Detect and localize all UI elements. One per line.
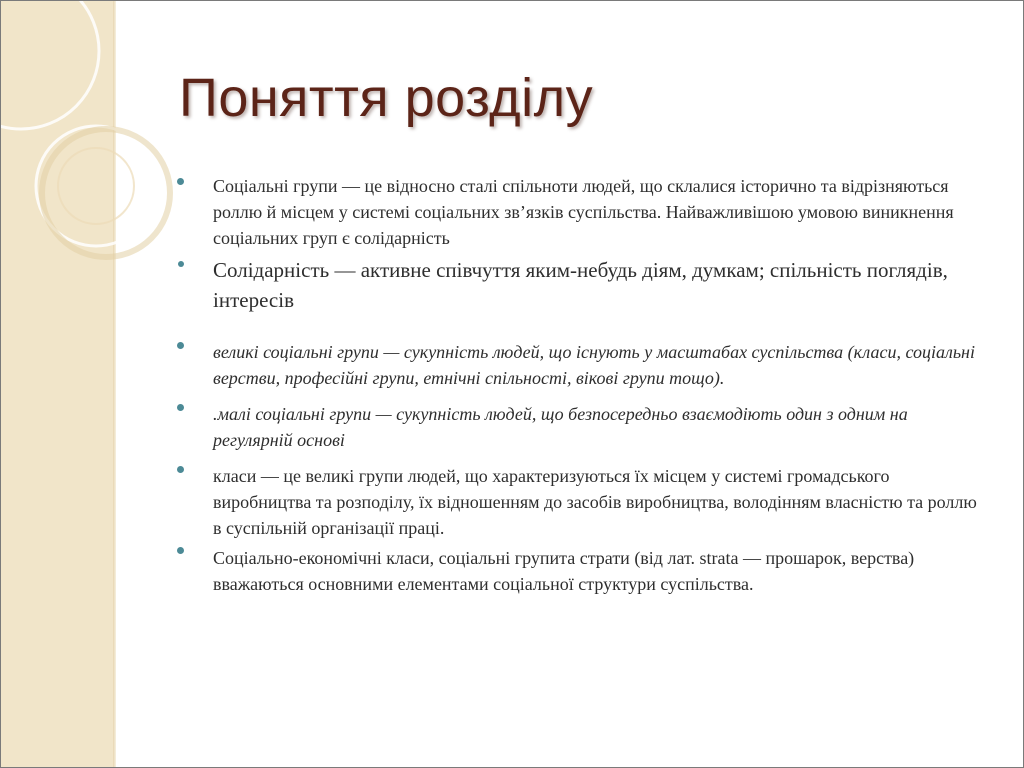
slide-title: Поняття розділу bbox=[179, 68, 594, 128]
bullet-dot-icon bbox=[177, 342, 184, 349]
bullet-dot-icon bbox=[177, 404, 184, 411]
bullet-item-social-groups bbox=[177, 173, 987, 251]
bullet-item-solidarity bbox=[177, 255, 987, 315]
decorative-circles bbox=[1, 1, 181, 321]
bullet-text: Солідарність — активне співчуття яким-небудь діям, думкам; спільність поглядів, інтересів bbox=[213, 258, 948, 312]
deco-circle-inner bbox=[58, 148, 134, 224]
bullet-item-classes bbox=[177, 463, 987, 541]
bullet-item-large-groups bbox=[177, 339, 987, 391]
bullet-dot-icon bbox=[177, 466, 184, 473]
bullet-text: Соціально-економічні класи, соціальні групита страти (від лат. strata — прошарок, верства) вважаються основними елементами соціальної структури суспільства. bbox=[213, 548, 915, 594]
bullet-text: класи — це великі групи людей, що характеризуються їх місцем у системі громадського виробництва та розподілу, їх відношенням до засобів виробництва, володінням власністю та роллю в суспільній організації праці. bbox=[213, 466, 977, 538]
bullet-text: .малі соціальні групи — сукупність людей, що безпосередньо взаємодіють один з одним на регулярній основі bbox=[213, 404, 908, 450]
bullet-dot-icon bbox=[177, 547, 184, 554]
bullet-item-small-groups bbox=[177, 401, 987, 453]
deco-circle-large bbox=[1, 1, 99, 129]
bullet-text: великі соціальні групи — сукупність людей, що існують у масштабах суспільства (класи, соціальні верстви, професійні групи, етнічні спільності, вікові групи тощо). bbox=[213, 342, 975, 388]
bullet-item-strata bbox=[177, 545, 987, 597]
bullet-dot-icon bbox=[177, 178, 184, 185]
bullet-dot-icon bbox=[178, 261, 184, 267]
bullet-text: Соціальні групи — це відносно сталі спільноти людей, що склалися історично та відрізняються роллю й місцем у системі соціальних зв’язків суспільства. Найважливішою умовою виникнення соціальних груп є солідарність bbox=[213, 176, 954, 248]
deco-circle-shade bbox=[42, 129, 170, 257]
bullet-list bbox=[177, 173, 987, 597]
